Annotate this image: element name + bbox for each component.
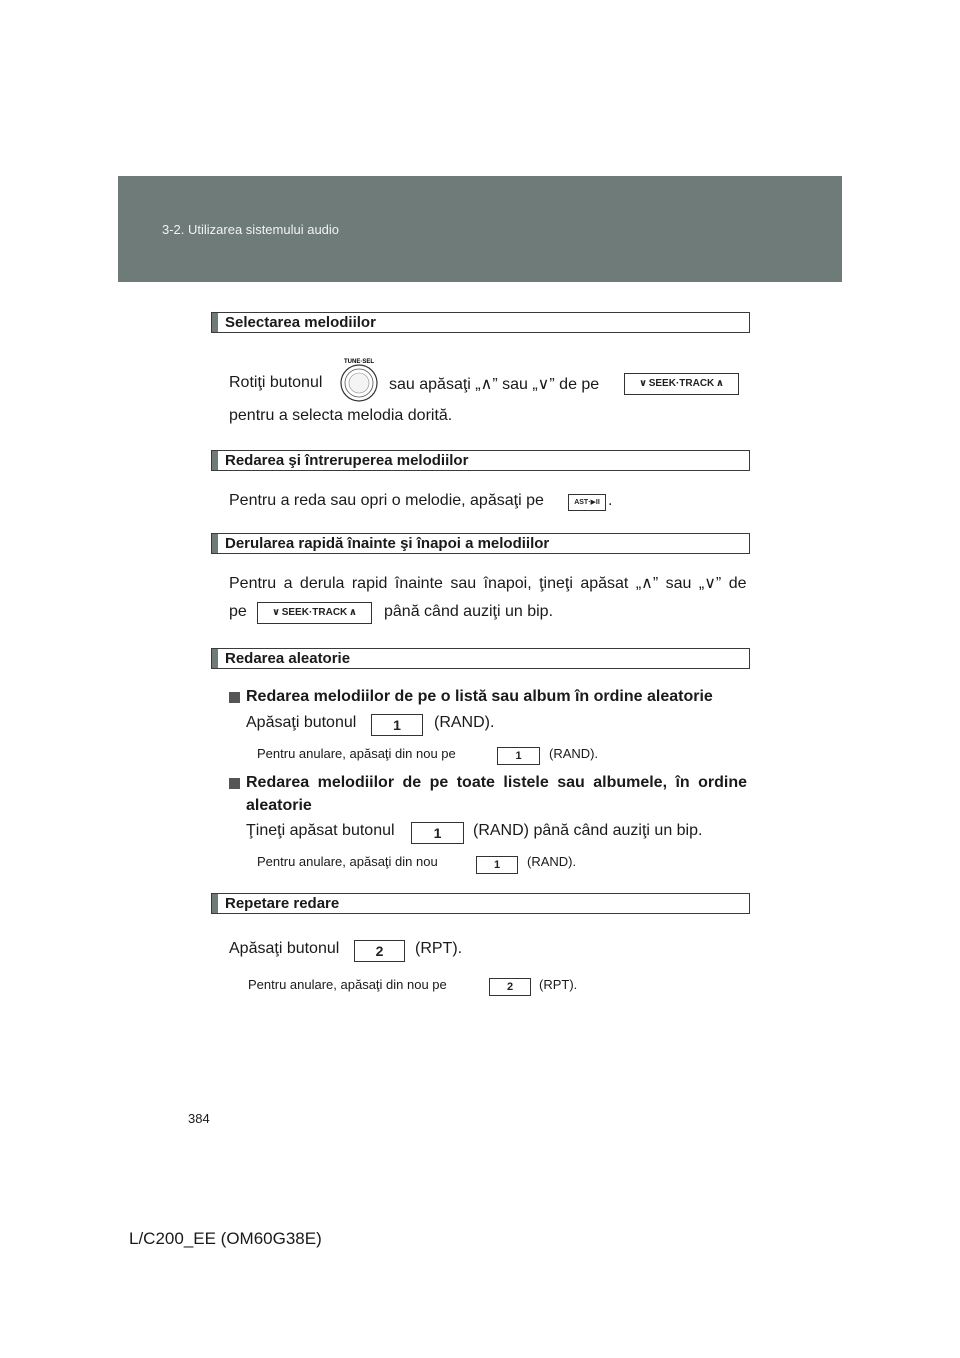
chevron-up-icon: ∧	[348, 607, 357, 618]
section-title: Redarea aleatorie	[225, 650, 351, 667]
up-icon: ∧	[480, 376, 493, 393]
s1-text-rotate: Rotiţi butonul	[229, 374, 323, 391]
s4-sub1-text-a: Apăsaţi butonul	[246, 714, 357, 731]
knob-label: TUNE·SEL	[344, 359, 374, 365]
preset-1-button-icon: 1	[371, 714, 423, 736]
preset-2-button-icon: 2	[489, 978, 531, 996]
s1-text-press: sau apăsaţi „∧” sau „∨” de pe	[389, 376, 600, 393]
section-title: Derularea rapidă înainte şi înapoi a melodiilor	[225, 535, 550, 552]
square-bullet-icon	[229, 778, 240, 789]
s4-sub2-text-b: (RAND) până când auziţi un bip.	[473, 822, 703, 839]
page-number: 384	[188, 1111, 210, 1126]
section-heading-play-pause	[211, 450, 750, 471]
s5-text-b: (RPT).	[415, 940, 463, 957]
section-heading-fast-forward-rewind	[211, 533, 750, 554]
square-bullet-icon	[229, 692, 240, 703]
s4-sub1-note-a: Pentru anulare, apăsaţi din nou pe	[257, 746, 456, 761]
section-heading-random	[211, 648, 750, 669]
s5-note-a: Pentru anulare, apăsaţi din nou pe	[248, 977, 447, 992]
chevron-down-icon: ∨	[272, 607, 281, 618]
preset-1-button-icon: 1	[411, 822, 464, 844]
down-icon: ∨	[704, 575, 716, 592]
section-heading-repeat	[211, 893, 750, 914]
s2-period: .	[608, 492, 613, 509]
section-heading-select-tracks	[211, 312, 750, 333]
preset-1-button-icon: 1	[497, 747, 540, 765]
seek-track-button-icon: ∨ SEEK·TRACK ∧	[624, 373, 739, 395]
s3-text-pe: pe	[229, 603, 247, 620]
s4-sub2-note-a: Pentru anulare, apăsaţi din nou	[257, 854, 438, 869]
breadcrumb: 3-2. Utilizarea sistemului audio	[162, 222, 340, 237]
s1-text-line2: pentru a selecta melodia dorită.	[229, 407, 453, 424]
down-icon: ∨	[537, 376, 550, 393]
seek-track-button-icon: ∨ SEEK·TRACK ∧	[257, 602, 372, 624]
s3-text-line1: Pentru a derula rapid înainte sau înapoi, ţineţi apăsat „∧” sau „∨” de	[229, 575, 747, 592]
section-title: Selectarea melodiilor	[225, 314, 376, 331]
s4-sub2-title-l1: Redarea melodiilor de pe toate listele sau albumele, în ordine	[246, 774, 748, 791]
ast-play-pause-button-icon: AST·▶II	[568, 494, 606, 511]
s5-text-a: Apăsaţi butonul	[229, 940, 340, 957]
up-icon: ∧	[641, 575, 653, 592]
s4-sub2-title-l2: aleatorie	[246, 797, 312, 814]
s4-sub1-text-b: (RAND).	[434, 714, 495, 731]
s4-sub2-note-b: (RAND).	[527, 854, 577, 869]
s3-text-line2: până când auziţi un bip.	[384, 603, 554, 620]
tune-sel-knob-icon	[338, 355, 380, 403]
s2-text: Pentru a reda sau opri o melodie, apăsaţi pe	[229, 492, 544, 509]
s5-note-b: (RPT).	[539, 977, 578, 992]
preset-2-button-icon: 2	[354, 940, 405, 962]
s4-sub1-title: Redarea melodiilor de pe o listă sau album în ordine aleatorie	[246, 688, 713, 705]
section-title: Redarea şi întreruperea melodiilor	[225, 452, 469, 469]
s4-sub2-text-a: Ţineţi apăsat butonul	[246, 822, 395, 839]
section-title: Repetare redare	[225, 895, 340, 912]
document-code: L/C200_EE (OM60G38E)	[129, 1229, 322, 1248]
chapter-header-band	[118, 176, 842, 282]
chevron-up-icon: ∧	[715, 378, 724, 389]
chevron-down-icon: ∨	[639, 378, 648, 389]
preset-1-button-icon: 1	[476, 856, 518, 874]
s4-sub1-note-b: (RAND).	[549, 746, 599, 761]
